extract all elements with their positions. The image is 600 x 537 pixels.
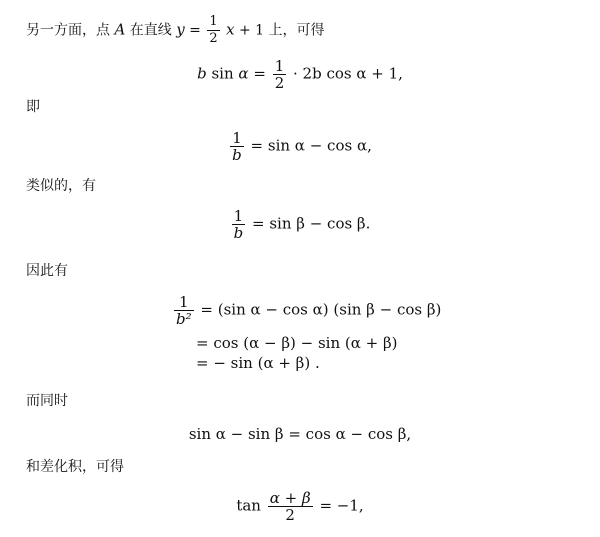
eq4-line-3 — [196, 354, 320, 372]
eq6-fn: tan — [236, 496, 261, 515]
intro-equals: = — [189, 22, 201, 39]
eq1-lhs-fn: sin — [211, 64, 234, 83]
eq4-frac-num: 1 — [174, 294, 194, 311]
eq4-fraction — [174, 294, 194, 327]
eq1-rhs: · 2b cos α + 1, — [293, 64, 403, 83]
eq2-rhs: = sin α − cos α, — [250, 136, 372, 155]
eq3-frac-num: 1 — [232, 208, 246, 225]
eq4-line1-rhs: = (sin α − cos α) (sin β − cos β) — [200, 300, 442, 319]
intro-line — [26, 14, 325, 47]
intro-plus-one: + 1 — [238, 22, 265, 39]
eq6-rhs: = −1, — [319, 496, 364, 515]
eq6-frac-num: α + β — [269, 489, 311, 507]
equation-2 — [0, 130, 600, 163]
equation-3 — [0, 208, 600, 241]
equation-6 — [0, 490, 600, 523]
eq4-line-1 — [174, 294, 441, 327]
eq1-frac-den: 2 — [274, 74, 285, 92]
eq2-frac-num: 1 — [230, 130, 244, 147]
text-leisi: 类似的，有 — [26, 178, 96, 194]
eq4-line2-text: = cos (α − β) − sin (α + β) — [196, 334, 398, 352]
point-a: A — [114, 20, 126, 39]
eq3-frac-den: b — [233, 224, 244, 242]
eq6-frac-den: 2 — [285, 506, 295, 524]
eq2-fraction — [230, 130, 244, 163]
equation-5 — [0, 425, 600, 443]
text-yinci: 因此有 — [26, 263, 68, 279]
intro-frac-den: 2 — [209, 31, 218, 46]
text-hecha: 和差化积，可得 — [26, 459, 124, 475]
intro-fraction — [207, 14, 219, 47]
text-ertong: 而同时 — [26, 393, 68, 409]
intro-suffix: 上，可得 — [268, 22, 325, 39]
eq5-text: sin α − sin β = cos α − cos β, — [188, 425, 412, 443]
var-x: x — [226, 20, 235, 39]
var-y: y — [176, 20, 185, 39]
eq4-line3-text: = − sin (α + β) . — [196, 354, 320, 372]
eq3-rhs: = sin β − cos β. — [252, 214, 371, 233]
intro-mid: 在直线 — [129, 22, 172, 39]
eq4-line-2 — [196, 334, 397, 352]
eq1-equals: = — [253, 64, 266, 83]
eq4-frac-den: b² — [176, 310, 192, 328]
equation-1 — [0, 58, 600, 91]
eq3-fraction — [232, 208, 246, 241]
eq1-lhs-var: α — [238, 64, 249, 83]
intro-frac-num: 1 — [209, 14, 218, 29]
eq1-lhs-b: b — [197, 64, 207, 83]
eq2-frac-den: b — [232, 146, 242, 164]
intro-prefix: 另一方面，点 — [26, 22, 110, 39]
eq1-frac-num: 1 — [274, 57, 285, 75]
eq6-fraction — [268, 490, 313, 523]
text-ji: 即 — [26, 99, 40, 115]
eq1-fraction — [273, 58, 287, 91]
